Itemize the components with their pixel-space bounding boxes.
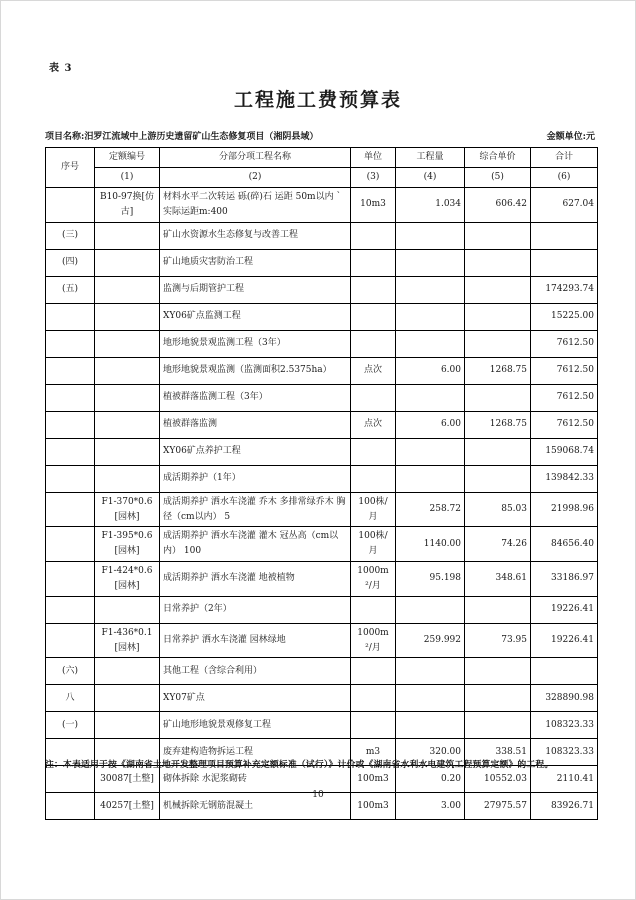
cell-name: 植被群落监测工程（3年） [160,384,351,411]
cell-code: F1-395*0.6[园林] [95,527,160,562]
table-row [46,492,598,527]
cell-qty: 6.00 [396,411,465,438]
table-row [46,357,598,384]
cell-unit: 100m3 [351,766,396,793]
cell-total: 627.04 [531,188,598,223]
cell-total: 139842.33 [531,465,598,492]
cell-total: 7612.50 [531,384,598,411]
cell-qty: 1.034 [396,188,465,223]
cell-seq [46,492,95,527]
header-qty: 工程量 [396,148,465,168]
cell-total [531,222,598,249]
cell-seq: (五) [46,276,95,303]
cell-total: 21998.96 [531,492,598,527]
cell-qty [396,222,465,249]
cell-price [465,438,531,465]
cell-code: 40257[土整] [95,793,160,820]
cell-total: 174293.74 [531,276,598,303]
cell-price [465,712,531,739]
table-row [46,712,598,739]
cell-qty [396,712,465,739]
cell-name: 矿山地质灾害防治工程 [160,249,351,276]
cell-price [465,222,531,249]
cell-total: 15225.00 [531,303,598,330]
table-row [46,685,598,712]
cell-price [465,330,531,357]
table-row [46,465,598,492]
table-row [46,562,598,597]
table-row [46,438,598,465]
cell-code: F1-424*0.6[园林] [95,562,160,597]
cell-name: 日常养护（2年） [160,596,351,623]
cell-seq: (三) [46,222,95,249]
cell-name: 矿山地形地貌景观修复工程 [160,712,351,739]
cell-seq: (四) [46,249,95,276]
table-row [46,276,598,303]
cell-price [465,465,531,492]
cell-price: 1268.75 [465,411,531,438]
cell-code [95,685,160,712]
cell-code: B10-97换[仿古] [95,188,160,223]
cell-name: 成活期养护（1年） [160,465,351,492]
cell-seq: (六) [46,658,95,685]
table-row [46,188,598,223]
cell-seq [46,596,95,623]
cell-code [95,276,160,303]
cell-name: 机械拆除无钢筋混凝土 [160,793,351,820]
table-row [46,249,598,276]
cell-total: 2110.41 [531,766,598,793]
header-col-1: (1) [95,168,160,188]
cell-price [465,685,531,712]
cell-code: 30087[土整] [95,766,160,793]
cell-price: 606.42 [465,188,531,223]
cell-code [95,303,160,330]
cell-code [95,658,160,685]
cell-unit [351,465,396,492]
cell-price: 1268.75 [465,357,531,384]
header-col-4: (4) [396,168,465,188]
cell-name: 地形地貌景观监测工程（3年） [160,330,351,357]
cell-code [95,222,160,249]
cell-unit [351,276,396,303]
cell-unit [351,222,396,249]
header-price: 综合单价 [465,148,531,168]
cell-unit: 1000m²/月 [351,623,396,658]
header-name: 分部分项工程名称 [160,148,351,168]
cell-qty: 6.00 [396,357,465,384]
table-row [46,303,598,330]
cell-price [465,303,531,330]
cell-qty [396,438,465,465]
cell-total: 108323.33 [531,739,598,766]
cell-qty: 0.20 [396,766,465,793]
header-code: 定额编号 [95,148,160,168]
cell-name: 材料水平二次转运 砾(碎)石 运距 50m以内 `实际运距m:400 [160,188,351,223]
cell-price [465,658,531,685]
cell-unit [351,596,396,623]
cell-price: 10552.03 [465,766,531,793]
cell-name: 成活期养护 洒水车浇灌 乔木 多排常绿乔木 胸径（cm以内） 5 [160,492,351,527]
cell-seq [46,411,95,438]
cell-seq: (一) [46,712,95,739]
cell-price: 338.51 [465,739,531,766]
cell-name: 植被群落监测 [160,411,351,438]
cell-seq [46,562,95,597]
cell-seq [46,330,95,357]
cell-qty: 3.00 [396,793,465,820]
table-body [46,188,598,820]
table-row [46,527,598,562]
cell-name: 监测与后期管护工程 [160,276,351,303]
cell-name: 日常养护 洒水车浇灌 园林绿地 [160,623,351,658]
cell-price: 348.61 [465,562,531,597]
header-unit: 单位 [351,148,396,168]
cell-code [95,465,160,492]
page-number: 10 [312,790,324,800]
cell-unit: 100m3 [351,793,396,820]
table-row [46,330,598,357]
table-row [46,411,598,438]
cell-qty: 320.00 [396,739,465,766]
cell-name: 成活期养护 洒水车浇灌 灌木 冠丛高（cm以内） 100 [160,527,351,562]
page-title: 工程施工费预算表 [233,89,402,111]
cell-qty: 95.198 [396,562,465,597]
cell-total: 19226.41 [531,623,598,658]
cell-qty [396,303,465,330]
cell-unit [351,658,396,685]
cell-price [465,249,531,276]
cell-name: XY06矿点监测工程 [160,303,351,330]
cell-qty: 1140.00 [396,527,465,562]
cell-unit: 1000m²/月 [351,562,396,597]
budget-table [45,147,598,820]
meta-row [45,129,595,142]
cell-code [95,249,160,276]
header-col-2: (2) [160,168,351,188]
cell-seq: 八 [46,685,95,712]
cell-seq [46,527,95,562]
cell-total: 7612.50 [531,330,598,357]
table-label: 表 3 [49,63,73,74]
cell-price: 27975.57 [465,793,531,820]
cell-qty: 258.72 [396,492,465,527]
cell-code [95,438,160,465]
cell-total [531,658,598,685]
cell-code [95,330,160,357]
cell-name: 砌体拆除 水泥浆砌砖 [160,766,351,793]
header-seq: 序号 [46,148,95,188]
cell-unit: 100株/月 [351,527,396,562]
cell-price: 74.26 [465,527,531,562]
project-name: 项目名称:汨罗江流域中上游历史遗留矿山生态修复项目（湘阴县域） [45,132,319,142]
table-row [46,596,598,623]
cell-code [95,411,160,438]
table-row [46,222,598,249]
cell-unit: 点次 [351,357,396,384]
footnote: 注：本表适用于按《湖南省土地开发整理项目预算补充定额标准（试行）》计价或《湖南省水利水电建筑工程预算定额》的工程。 [45,760,554,770]
cell-seq [46,465,95,492]
cell-code [95,596,160,623]
cell-unit [351,384,396,411]
header-col-5: (5) [465,168,531,188]
cell-qty [396,685,465,712]
cell-unit [351,303,396,330]
table-header [46,148,598,188]
cell-qty [396,465,465,492]
cell-total: 19226.41 [531,596,598,623]
cell-total: 83926.71 [531,793,598,820]
cell-unit: 点次 [351,411,396,438]
cell-price [465,276,531,303]
cell-seq [46,384,95,411]
cell-unit: 10m3 [351,188,396,223]
cell-name: 矿山水资源水生态修复与改善工程 [160,222,351,249]
cell-qty [396,249,465,276]
header-col-3: (3) [351,168,396,188]
cell-qty [396,384,465,411]
cell-total: 7612.50 [531,411,598,438]
cell-qty [396,596,465,623]
cell-price: 73.95 [465,623,531,658]
header-col-6: (6) [531,168,598,188]
cell-seq [46,188,95,223]
cell-name: 其他工程（含综合利用） [160,658,351,685]
cell-qty [396,658,465,685]
cell-seq [46,303,95,330]
cell-qty [396,276,465,303]
cell-code: F1-436*0.1[园林] [95,623,160,658]
cell-code: F1-370*0.6[园林] [95,492,160,527]
cell-unit [351,685,396,712]
cell-unit [351,249,396,276]
table-row [46,384,598,411]
cell-price [465,384,531,411]
table-row [46,623,598,658]
cell-total [531,249,598,276]
header-row-1 [46,148,598,168]
cell-name: 地形地貌景观监测（监测面积2.5375ha） [160,357,351,384]
table-row [46,658,598,685]
cell-total: 159068.74 [531,438,598,465]
cell-qty [396,330,465,357]
cell-unit: m3 [351,739,396,766]
cell-name: XY06矿点养护工程 [160,438,351,465]
cell-code [95,384,160,411]
cell-unit [351,330,396,357]
cell-total: 7612.50 [531,357,598,384]
cell-price [465,596,531,623]
cell-name: 废弃建构造物拆运工程 [160,739,351,766]
header-row-2 [46,168,598,188]
cell-seq [46,357,95,384]
cell-qty: 259.992 [396,623,465,658]
cell-name: XY07矿点 [160,685,351,712]
cell-code [95,357,160,384]
cell-total: 33186.97 [531,562,598,597]
cell-unit [351,438,396,465]
cell-unit: 100株/月 [351,492,396,527]
cell-code [95,712,160,739]
cell-total: 84656.40 [531,527,598,562]
cell-total: 328890.98 [531,685,598,712]
cell-seq [46,438,95,465]
amount-unit-label: 金额单位:元 [546,132,595,142]
cell-price: 85.03 [465,492,531,527]
header-total: 合计 [531,148,598,168]
cell-unit [351,712,396,739]
cell-name: 成活期养护 洒水车浇灌 地被植物 [160,562,351,597]
cell-seq [46,623,95,658]
cell-total: 108323.33 [531,712,598,739]
